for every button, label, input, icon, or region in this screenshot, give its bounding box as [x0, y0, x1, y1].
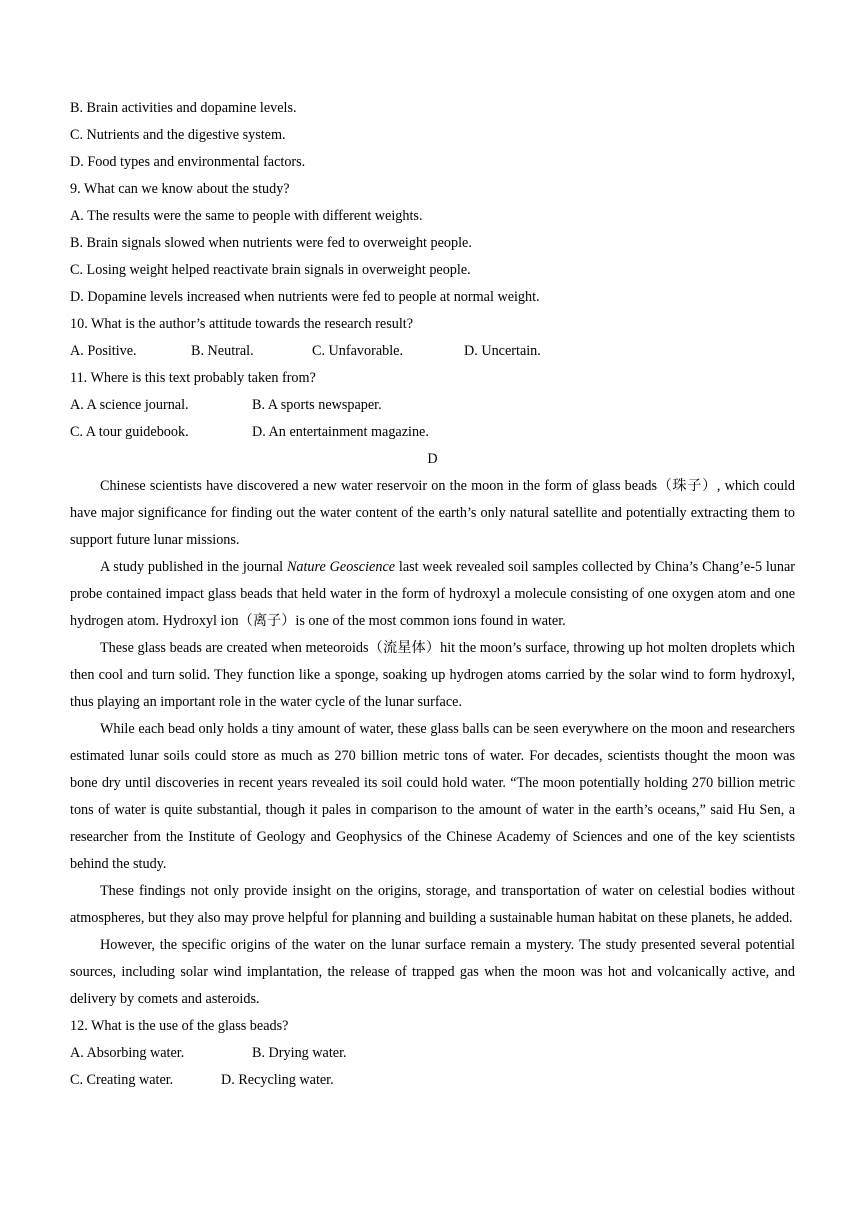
q12-options-row1 — [70, 1040, 795, 1067]
q12-stem: 12. What is the use of the glass beads? — [70, 1018, 289, 1034]
q10-options — [70, 338, 795, 365]
q12-options-row2 — [70, 1067, 795, 1094]
q12-option-d: D. Recycling water. — [221, 1072, 334, 1088]
passage-paragraph-2 — [70, 554, 795, 635]
q12-option-a: A. Absorbing water. — [70, 1045, 185, 1061]
q11-stem: 11. Where is this text probably taken from? — [70, 370, 316, 386]
q10-option-a: A. Positive. — [70, 343, 137, 359]
q12-option-c: C. Creating water. — [70, 1072, 174, 1088]
section-label: D — [427, 451, 438, 467]
q9-stem: 9. What can we know about the study? — [70, 181, 290, 197]
journal-title: Nature Geoscience — [286, 559, 396, 575]
q8-option-b: B. Brain activities and dopamine levels. — [70, 100, 297, 116]
q9-option-d: D. Dopamine levels increased when nutrients were fed to people at normal weight. — [70, 289, 540, 305]
q11-option-a: A. A science journal. — [70, 397, 189, 413]
passage-paragraph-6: However, the specific origins of the water on the lunar surface remain a mystery. The study presented several potential sources, including solar wind implantation, the release of trapped gas when the moon was hot and volcanically active, and delivery by comets and asteroids. — [70, 937, 795, 1007]
q10-option-d: D. Uncertain. — [464, 343, 541, 359]
q9-option-a: A. The results were the same to people with different weights. — [70, 208, 423, 224]
q11-option-b: B. A sports newspaper. — [252, 397, 382, 413]
q12-option-b: B. Drying water. — [252, 1045, 347, 1061]
q11-option-c: C. A tour guidebook. — [70, 424, 189, 440]
q10-stem: 10. What is the author’s attitude towards the research result? — [70, 316, 414, 332]
q11-option-d: D. An entertainment magazine. — [252, 424, 429, 440]
page-content — [70, 95, 795, 1094]
q9-option-c: C. Losing weight helped reactivate brain signals in overweight people. — [70, 262, 471, 278]
paragraph-2-body: last week revealed soil samples collected by China’s Chang’e-5 lunar probe contained impact glass beads that held water in the form of hydroxyl a molecule consisting of one oxygen atom and one hydrogen atom. Hydroxyl ion（离子）is one of the most common ions found in water. — [70, 559, 796, 629]
passage-paragraph-5: These findings not only provide insight on the origins, storage, and transportation of water on celestial bodies without atmospheres, but they also may prove helpful for planning and building a sustainable human habitat on these planets, he added. — [70, 883, 795, 926]
passage-paragraph-4: While each bead only holds a tiny amount of water, these glass balls can be seen everywhere on the moon and researchers estimated lunar soils could store as much as 270 billion metric tons of water. For decades, scientists thought the moon was bone dry until discoveries in recent years revealed its soil could hold water. “The moon potentially holding 270 billion metric tons of water is quite substantial, though it pales in comparison to the amount of water in the earth’s oceans,” said Hu Sen, a researcher from the Institute of Geology and Geophysics of the Chinese Academy of Sciences and one of the key scientists behind the study. — [70, 721, 795, 872]
paragraph-2-intro: A study published in the journal — [100, 559, 287, 575]
passage-paragraph-3: These glass beads are created when meteoroids（流星体）hit the moon’s surface, throwing up hot molten droplets which then cool and turn solid. They function like a sponge, soaking up hydrogen atoms carried by the solar wind to form hydroxyl, thus playing an important role in the water cycle of the lunar surface. — [70, 640, 795, 710]
q11-options-row2 — [70, 419, 795, 446]
q11-options-row1 — [70, 392, 795, 419]
q10-option-c: C. Unfavorable. — [312, 343, 404, 359]
q10-option-b: B. Neutral. — [191, 343, 254, 359]
passage-paragraph-1: Chinese scientists have discovered a new water reservoir on the moon in the form of glass beads（珠子）, which could have major significance for finding out the water content of the earth’s only natural satellite and potentially extracting them to support future lunar missions. — [70, 478, 795, 548]
q8-option-c: C. Nutrients and the digestive system. — [70, 127, 286, 143]
q8-option-d: D. Food types and environmental factors. — [70, 154, 306, 170]
q9-option-b: B. Brain signals slowed when nutrients were fed to overweight people. — [70, 235, 472, 251]
